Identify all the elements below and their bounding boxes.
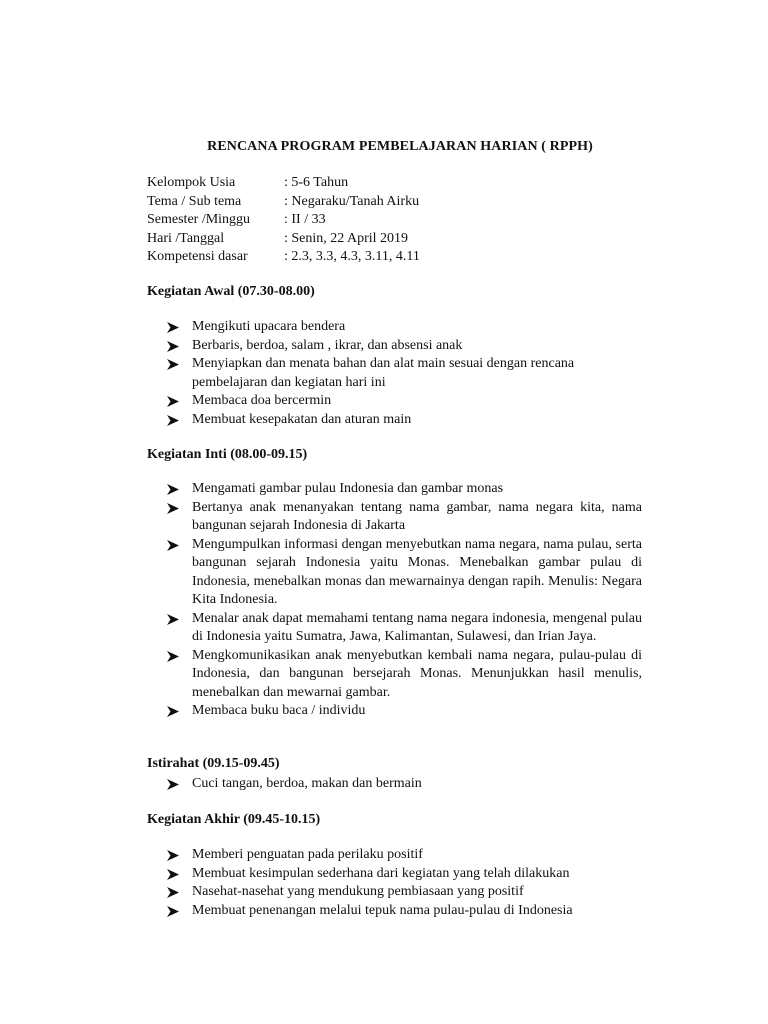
document-title: RENCANA PROGRAM PEMBELAJARAN HARIAN ( RPPH): [207, 139, 593, 154]
list-item-text: Mengamati gambar pulau Indonesia dan gambar monas: [192, 481, 504, 496]
identity-table: [147, 174, 420, 267]
list-item: [167, 610, 642, 647]
meta-label: Kelompok Usia: [147, 175, 236, 190]
list-item: [167, 499, 642, 536]
list-item-text: Cuci tangan, berdoa, makan dan bermain: [192, 776, 422, 791]
list-item: [167, 865, 642, 884]
list-item-text: Mengkomunikasikan anak menyebutkan kembali nama negara, pulau-pulau di Indonesia, dan bangunan bersejarah Monas. Menunjukkan hasil menulis, menebalkan dan mewarnai gambar.: [192, 647, 642, 700]
list-item: [167, 702, 642, 721]
meta-row-hari-tanggal: [147, 230, 420, 249]
section-heading-kegiatan-awal: Kegiatan Awal (07.30-08.00): [147, 284, 315, 299]
list-item: [167, 480, 642, 499]
meta-value: : Senin, 22 April 2019: [284, 230, 409, 246]
meta-row-kompetensi: [147, 248, 420, 267]
list-item-text: Membaca doa bercermin: [192, 393, 332, 408]
list-item: [167, 846, 642, 865]
list-item: [167, 536, 642, 610]
list-item-text: Nasehat-nasehat yang mendukung pembiasaan yang positif: [192, 884, 524, 899]
list-item-text: Mengumpulkan informasi dengan menyebutkan nama negara, nama pulau, serta bangunan sejarah Indonesia yaitu Monas. Menebalkan gambar pulau di Indonesia, menebalkan monas dan mewarnainya dengan rapih. Menulis: Negara Kita Indonesia.: [192, 536, 642, 607]
section-heading-kegiatan-akhir: Kegiatan Akhir (09.45-10.15): [147, 812, 321, 827]
meta-value: : Negaraku/Tanah Airku: [284, 193, 420, 209]
list-item-text: Menyiapkan dan menata bahan dan alat main sesuai dengan rencana pembelajaran dan kegiatan hari ini: [192, 356, 575, 390]
arrow-bullet-icon: [167, 540, 179, 551]
list-item-text: Membuat penenangan melalui tepuk nama pulau-pulau di Indonesia: [192, 902, 573, 918]
arrow-bullet-icon: [167, 614, 179, 625]
list-item: [167, 355, 642, 392]
section-heading-istirahat: Istirahat (09.15-09.45): [147, 756, 280, 771]
list-item-text: Membuat kesimpulan sederhana dari kegiatan yang telah dilakukan: [192, 865, 570, 881]
meta-label: Tema / Sub tema: [147, 193, 242, 209]
meta-value: : 2.3, 3.3, 4.3, 3.11, 4.11: [284, 249, 420, 264]
list-item-text: Membuat kesepakatan dan aturan main: [192, 411, 412, 427]
arrow-bullet-icon: [167, 359, 179, 370]
meta-row-tema: [147, 193, 420, 212]
list-item: [167, 411, 642, 430]
list-item: [167, 337, 642, 356]
list-item-text: Mengikuti upacara bendera: [192, 319, 346, 334]
meta-label: Kompetensi dasar: [147, 249, 248, 264]
arrow-bullet-icon: [167, 887, 179, 898]
list-item: [167, 392, 642, 411]
list-item-text: Membaca buku baca / individu: [192, 703, 366, 718]
meta-value: : 5-6 Tahun: [284, 175, 349, 190]
list-item-text: Berbaris, berdoa, salam , ikrar, dan absensi anak: [192, 337, 463, 353]
list-item: [167, 647, 642, 703]
list-item: [167, 775, 642, 794]
meta-row-kelompok-usia: [147, 174, 420, 193]
arrow-bullet-icon: [167, 906, 179, 917]
list-item: [167, 883, 642, 902]
meta-value: : II / 33: [284, 212, 326, 227]
arrow-bullet-icon: [167, 779, 179, 790]
section-list-istirahat: [167, 775, 642, 794]
list-item-text: Memberi penguatan pada perilaku positif: [192, 847, 423, 862]
arrow-bullet-icon: [167, 869, 179, 880]
section-heading-kegiatan-inti: Kegiatan Inti (08.00-09.15): [147, 447, 308, 462]
arrow-bullet-icon: [167, 396, 179, 407]
meta-label: Hari /Tanggal: [147, 230, 225, 246]
list-item-text: Bertanya anak menanyakan tentang nama gambar, nama negara kita, nama bangunan sejarah Indonesia di Jakarta: [192, 499, 642, 533]
list-item: [167, 318, 642, 337]
arrow-bullet-icon: [167, 706, 179, 717]
list-item-text: Menalar anak dapat memahami tentang nama negara indonesia, mengenal pulau di Indonesia yaitu Sumatra, Jawa, Kalimantan, Sulawesi, dan Irian Jaya.: [192, 610, 642, 644]
section-list-kegiatan-akhir: [167, 846, 642, 920]
arrow-bullet-icon: [167, 651, 179, 662]
section-list-kegiatan-inti: [167, 480, 642, 721]
list-item: [167, 902, 642, 921]
arrow-bullet-icon: [167, 415, 179, 426]
arrow-bullet-icon: [167, 503, 179, 514]
arrow-bullet-icon: [167, 341, 179, 352]
arrow-bullet-icon: [167, 322, 179, 333]
arrow-bullet-icon: [167, 850, 179, 861]
meta-label: Semester /Minggu: [147, 212, 251, 227]
section-list-kegiatan-awal: [167, 318, 642, 429]
arrow-bullet-icon: [167, 484, 179, 495]
meta-row-semester: [147, 211, 420, 230]
